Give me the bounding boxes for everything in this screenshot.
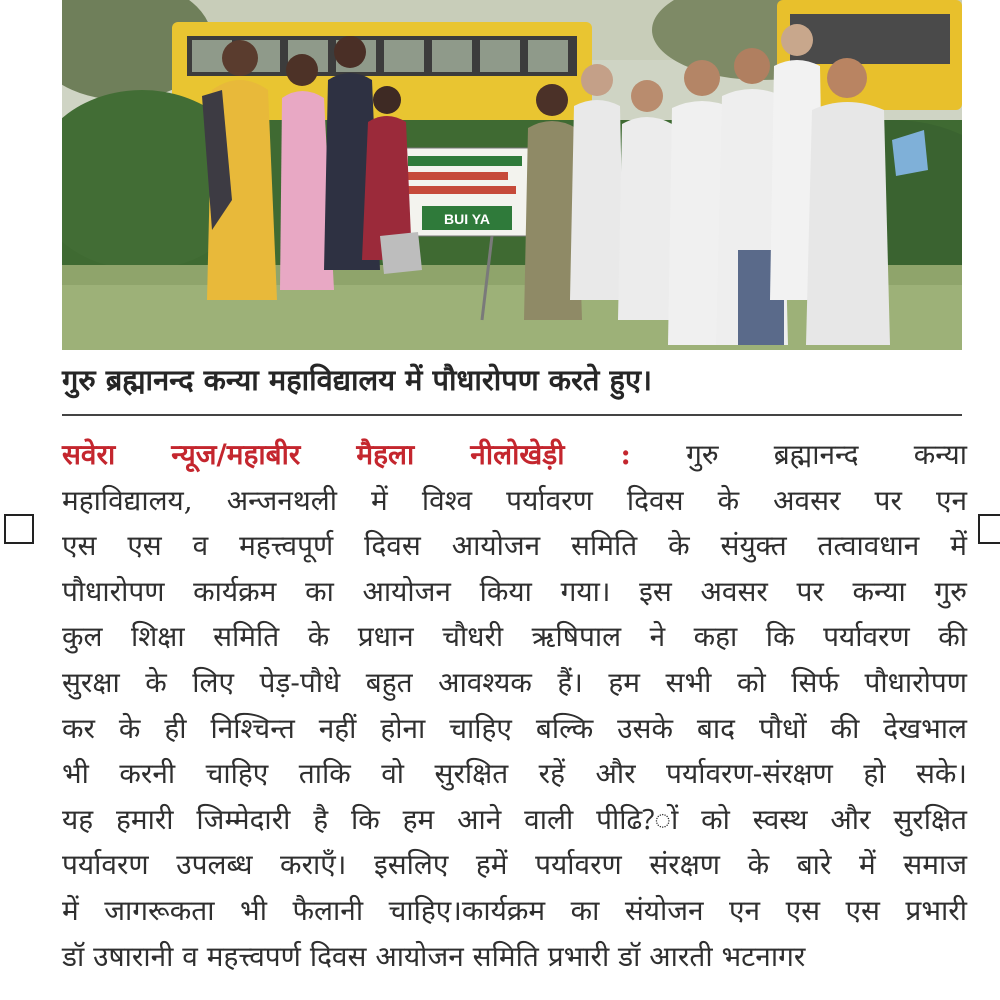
news-photo <box>62 0 962 350</box>
article-line: एस एस व महत्त्वपूर्ण दिवस आयोजन समिति के संयुक्त तत्वावधान में <box>62 529 967 563</box>
article-line: यह हमारी जिम्मेदारी है कि हम आने वाली पीढि?ों को स्वस्थ और सुरक्षित <box>62 802 967 836</box>
article-body <box>62 432 967 979</box>
divider <box>62 414 962 416</box>
photo-caption: गुरु ब्रह्मानन्द कन्या महाविद्यालय में पौधारोपण करते हुए। <box>62 363 652 397</box>
article-line: महाविद्यालय, अन्जनथली में विश्व पर्यावरण दिवस के अवसर पर एन <box>62 483 967 517</box>
article-line: डॉ उषारानी व महत्त्वपर्ण दिवस आयोजन समिति प्रभारी डॉ आरती भटनागर <box>62 939 806 973</box>
article-line <box>62 432 967 478</box>
article-line: में जागरूकता भी फैलानी चाहिए।कार्यक्रम का संयोजन एन एस एस प्रभारी <box>62 893 967 927</box>
article-line: पर्यावरण उपलब्ध कराएँ। इसलिए हमें पर्यावरण संरक्षण के बारे में समाज <box>62 848 967 882</box>
article-line: पौधारोपण कार्यक्रम का आयोजन किया गया। इस अवसर पर कन्या गुरु <box>62 574 967 608</box>
crop-mark-left <box>4 514 34 544</box>
article-line: कर के ही निश्चिन्त नहीं होना चाहिए बल्कि उसके बाद पौधों की देखभाल <box>62 711 967 745</box>
byline: सवेरा न्यूज/महाबीर मैहला नीलोखेड़ी : <box>62 438 631 471</box>
crop-mark-right <box>978 514 1000 544</box>
article-line: कुल शिक्षा समिति के प्रधान चौधरी ऋषिपाल ने कहा कि पर्यावरण की <box>62 620 967 654</box>
banner-text: BUI YA <box>444 211 490 227</box>
article-text: गुरु ब्रह्मानन्द कन्या <box>686 438 967 471</box>
article-line: भी करनी चाहिए ताकि वो सुरक्षित रहें और पर्यावरण-संरक्षण हो सके। <box>62 757 967 791</box>
article-line: सुरक्षा के लिए पेड़-पौधे बहुत आवश्यक हैं। हम सभी को सिर्फ पौधारोपण <box>62 665 967 699</box>
